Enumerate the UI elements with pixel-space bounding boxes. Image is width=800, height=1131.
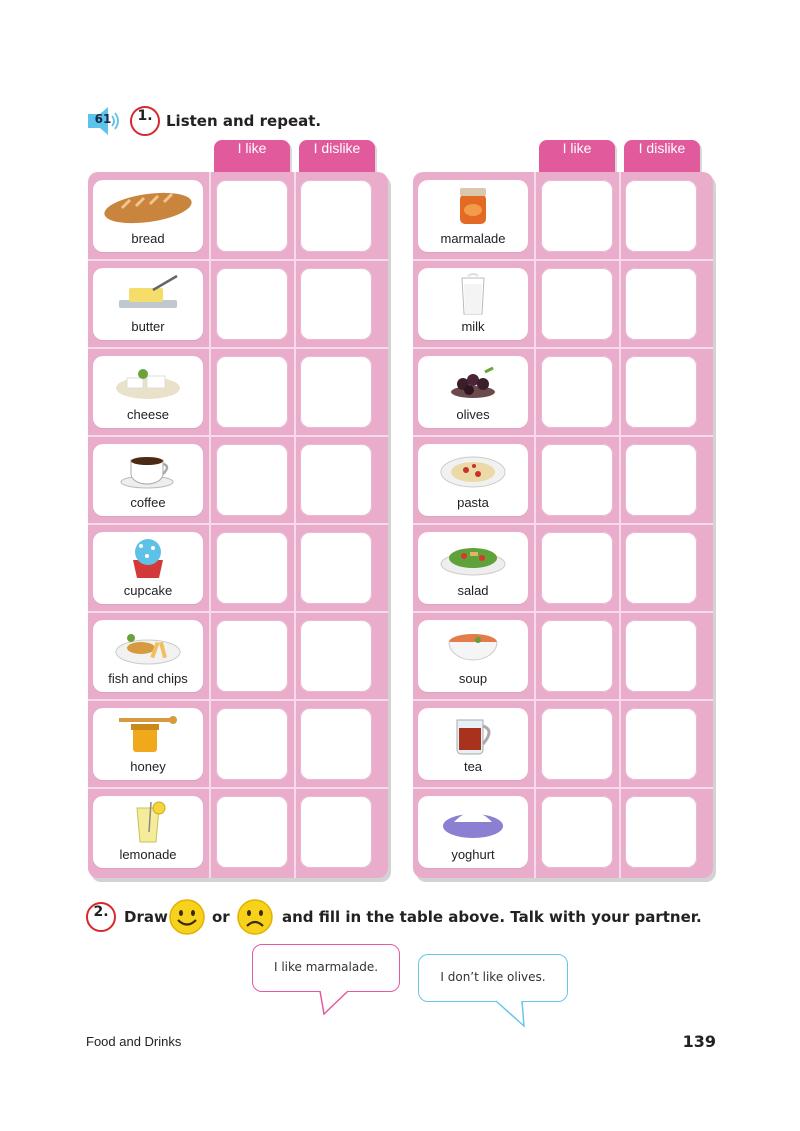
draw-word: Draw <box>124 908 168 926</box>
like-answer-box[interactable] <box>541 620 613 692</box>
speech-bubble-tail-blue <box>492 1000 532 1028</box>
speech-bubble-like: I like marmalade. <box>252 944 400 992</box>
like-answer-box[interactable] <box>541 180 613 252</box>
food-card <box>93 180 203 252</box>
yoghurt-icon <box>418 800 528 844</box>
coffee-icon <box>93 448 203 492</box>
like-answer-box[interactable] <box>216 620 288 692</box>
like-answer-box[interactable] <box>216 444 288 516</box>
table-row <box>88 524 388 612</box>
dislike-answer-box[interactable] <box>625 444 697 516</box>
salad-icon <box>418 536 528 580</box>
like-answer-box[interactable] <box>541 532 613 604</box>
happy-face-icon <box>168 898 206 940</box>
dislike-answer-box[interactable] <box>625 356 697 428</box>
dislike-answer-box[interactable] <box>300 708 372 780</box>
soup-icon <box>418 624 528 668</box>
page-number: 139 <box>682 1032 716 1051</box>
table-row <box>413 172 713 260</box>
bread-icon <box>93 184 203 228</box>
speech-bubble-dislike: I don’t like olives. <box>418 954 568 1002</box>
pasta-icon <box>418 448 528 492</box>
butter-icon <box>93 272 203 316</box>
like-answer-box[interactable] <box>541 796 613 868</box>
instruction-text: and fill in the table above. Talk with your partner. <box>282 908 702 926</box>
food-card <box>93 620 203 692</box>
food-label: cheese <box>127 407 169 422</box>
food-label: butter <box>131 319 165 334</box>
tab-i-dislike-left: I dislike <box>299 140 375 172</box>
milk-icon <box>418 272 528 316</box>
lemonade-icon <box>93 800 203 844</box>
table-row <box>413 612 713 700</box>
dislike-answer-box[interactable] <box>300 180 372 252</box>
audio-track-badge[interactable] <box>86 106 122 134</box>
food-card <box>93 268 203 340</box>
food-label: marmalade <box>440 231 506 246</box>
table-row <box>413 788 713 876</box>
marmalade-icon <box>418 184 528 228</box>
table-row <box>88 700 388 788</box>
table-row <box>88 612 388 700</box>
dislike-answer-box[interactable] <box>300 620 372 692</box>
table-row <box>413 524 713 612</box>
food-card <box>93 356 203 428</box>
table-row <box>413 260 713 348</box>
food-label: cupcake <box>123 583 173 598</box>
like-answer-box[interactable] <box>216 532 288 604</box>
table-row <box>413 436 713 524</box>
like-answer-box[interactable] <box>216 708 288 780</box>
food-label: olives <box>456 407 490 422</box>
food-card <box>418 356 528 428</box>
tab-i-dislike-right: I dislike <box>624 140 700 172</box>
dislike-answer-box[interactable] <box>300 444 372 516</box>
like-answer-box[interactable] <box>541 444 613 516</box>
section-title: Food and Drinks <box>86 1034 182 1049</box>
like-answer-box[interactable] <box>216 180 288 252</box>
exercise-2-instructions <box>86 898 726 938</box>
track-number: 61 <box>94 112 112 126</box>
dislike-answer-box[interactable] <box>300 532 372 604</box>
food-card <box>93 532 203 604</box>
exercise-title: Listen and repeat. <box>166 112 322 130</box>
food-table-left <box>88 172 388 878</box>
table-row <box>413 348 713 436</box>
like-answer-box[interactable] <box>541 708 613 780</box>
like-answer-box[interactable] <box>216 796 288 868</box>
table-row <box>88 436 388 524</box>
food-card <box>418 620 528 692</box>
food-card <box>93 708 203 780</box>
tab-i-like-left: I like <box>214 140 290 172</box>
food-label: lemonade <box>119 847 177 862</box>
exercise-2-number: 2. <box>86 902 116 932</box>
food-label: yoghurt <box>451 847 495 862</box>
food-label: tea <box>463 759 483 774</box>
food-card <box>93 796 203 868</box>
table-row <box>413 700 713 788</box>
dislike-answer-box[interactable] <box>300 268 372 340</box>
exercise-number: 1. <box>130 106 160 136</box>
like-answer-box[interactable] <box>216 356 288 428</box>
food-label: pasta <box>457 495 489 510</box>
dislike-answer-box[interactable] <box>625 532 697 604</box>
dislike-answer-box[interactable] <box>300 356 372 428</box>
food-label: fish and chips <box>108 671 188 686</box>
food-card <box>418 444 528 516</box>
honey-icon <box>93 712 203 756</box>
food-label: salad <box>457 583 489 598</box>
food-card <box>418 268 528 340</box>
food-label: coffee <box>130 495 166 510</box>
food-label: bread <box>131 231 165 246</box>
food-label: honey <box>130 759 166 774</box>
food-card <box>418 796 528 868</box>
cupcake-icon <box>93 536 203 580</box>
like-answer-box[interactable] <box>541 356 613 428</box>
food-card <box>93 444 203 516</box>
tab-i-like-right: I like <box>539 140 615 172</box>
like-answer-box[interactable] <box>541 268 613 340</box>
dislike-answer-box[interactable] <box>625 268 697 340</box>
fish-and-chips-icon <box>93 624 203 668</box>
sad-face-icon <box>236 898 274 940</box>
dislike-answer-box[interactable] <box>625 796 697 868</box>
like-answer-box[interactable] <box>216 268 288 340</box>
dislike-answer-box[interactable] <box>625 620 697 692</box>
tea-icon <box>418 712 528 756</box>
dislike-answer-box[interactable] <box>625 708 697 780</box>
table-row <box>88 260 388 348</box>
table-row <box>88 348 388 436</box>
food-label: milk <box>461 319 485 334</box>
food-card <box>418 532 528 604</box>
olives-icon <box>418 360 528 404</box>
speech-bubble-tail-pink <box>318 990 358 1016</box>
table-row <box>88 172 388 260</box>
food-card <box>418 708 528 780</box>
cheese-icon <box>93 360 203 404</box>
exercise-1-header <box>86 98 486 142</box>
dislike-answer-box[interactable] <box>625 180 697 252</box>
food-card <box>418 180 528 252</box>
food-table-right <box>413 172 713 878</box>
or-word: or <box>212 908 230 926</box>
dislike-answer-box[interactable] <box>300 796 372 868</box>
food-label: soup <box>458 671 488 686</box>
table-row <box>88 788 388 876</box>
